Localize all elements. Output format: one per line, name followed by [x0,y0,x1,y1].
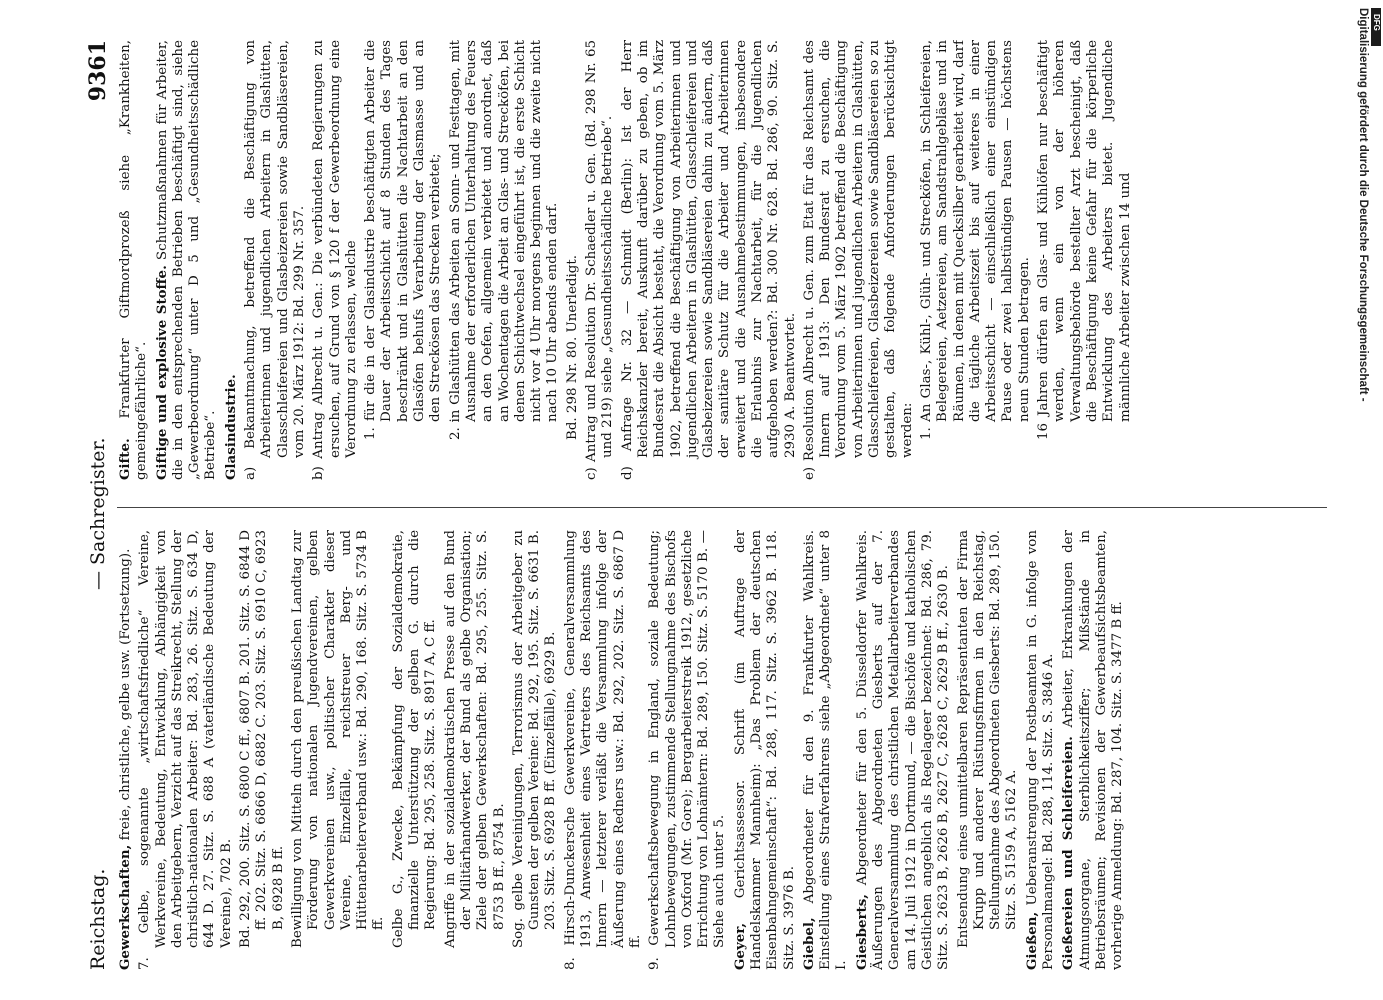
entry-text: 9. Gewerkschaftsbewegung in England, soziale Bedeutung; Lohnbewegungen, zustimmende Stellungnahme des Bischofs von Oxford (Mr. Gore); Bergarbeiterstreik 1912, gesetzliche Errichtung von Lohnämtern: Bd. 289, 150. Sitz. S. 5170 B. — Siehe auch unter 5. [647,530,728,970]
index-entry [802,40,916,480]
entry-text: Gerichtsassessor. Schrift (im Auftrage der Handelskammer Mannheim): „Das Problem der deutschen Eisenbahngemeinschaft“: Bd. 288, 117. Sitz. S. 3962 B. 118. Sitz. S. 3976 B. [732,530,797,970]
entry-keyword: Giftige und explosive Stoffe. [153,265,170,480]
entry-text: Angriffe in der sozialdemokratischen Presse auf den Bund der Militärhandwerker, der Bund als gelbe Organisation; Ziele der gelben Gewerkschaften: Bd. 295, 255. Sitz. S. 8753 B ff., 8754 B. [442,530,507,948]
page-number: 9361 [85,40,111,102]
entry-text: Gelbe G., Zwecke, Bekämpfung der Sozialdemokratie, finanzielle Unterstützung der gelben G. durch die Regierung: Bd. 295, 258. Sitz. S. 8917 A, C ff. [390,530,439,948]
entry-text: 16 Jahren dürfen an Glas- und Kühlöfen nur beschäftigt werden, wenn ein von der höheren Verwaltungsbehörde bestellter Arzt bescheinigt, daß die Beschäftigung keine Gefahr für die körperliche Entwicklung des Arbeiters bietet. Jugendliche männliche Arbeiter zwischen 14 und [1036,40,1133,440]
entry-keyword: Geyer, [731,923,748,970]
index-entry [443,530,508,970]
entry-text: Bd. 298 Nr. 80. Unerledigt. [564,255,580,440]
entry-text: d) Anfrage Nr. 32 — Schmidt (Berlin): Ist der Herr Reichskanzler bereit, Auskunft darüber zu geben, ob im Bundesrat die Absicht besteht, die Verordnung vom 5. März 1902, betreffend die Beschäftigung von Arbeiterinnen und jugendlichen Arbeitern in Glashütten, Glasschleifereien und Glasbeizereien sowie Sandbläsereien dahin zu ändern, daß der sanitäre Schutz für die Arbeiter und Arbeiterinnen erweitert und die Ausnahmebestimmungen, insbesondere die Erlaubnis zur Nachtarbeit, für die Jugendlichen aufgehoben werden?: Bd. 300 Nr. 628. Bd. 286, 90. Sitz. S. 2930 A. Beantwortet. [619,40,798,480]
index-entry [854,530,953,970]
entry-text: 7. Gelbe, sogenannte „wirtschaftsfriedliche“ Vereine, Werkvereine, Bedeutung, Entwicklung, Abhängigkeit von den Arbeitgebern, Verzicht auf das Streikrecht, Stellung der christlich-nationalen Arbeiter: Bd. 283, 26. Sitz. S. 634 D, 644 D. 27. Sitz. S. 688 A (vaterländische Bedeutung der Vereine), 702 B. [137,530,234,970]
entry-text: Abgeordneter für den 9. Frankfurter Wahlkreis. Einstellung eines Strafverfahrens siehe „Abgeordnete“ unter 8 I. [801,530,850,970]
entry-text: Arbeiter, Erkrankungen der Atmungsorgane, Sterblichkeitsziffer; Mißstände in Betriebsräumen; Revisionen der Gewerbeaufsichtsbeamten, vorherige Anmeldung: Bd. 287, 104. Sitz. S. 3477 B ff. [1061,530,1126,970]
entry-keyword: Gießereien und Schleifereien. [1060,736,1077,970]
index-entry [732,530,798,970]
entry-keyword: Glasindustrie. [222,374,239,480]
entry-text: a) Bekanntmachung, betreffend die Beschäftigung von Arbeiterinnen und jugendlichen Arbeitern in Glashütten, Glasschleifereien und Glasbeizereien sowie Sandbläsereien, vom 20. März 1912: Bd. 299 Nr. 357. [243,40,307,480]
index-entry [243,40,308,480]
left-column [117,530,1332,970]
entry-text: Entsendung eines unmittelbaren Repräsentanten der Firma Krupp und anderer Rüstungsfirmen in den Reichstag, Stellungnahme des Abgeordneten Giesberts: Bd. 289, 150. Sitz. S. 5159 A, 5162 A. [955,530,1020,948]
entry-text: b) Antrag Albrecht u. Gen.: Die verbündeten Regierungen zu ersuchen, auf Grund von § 120 f der Gewerbeordnung eine Verordnung zu erlassen, welche [311,40,359,480]
entry-text: freie, christliche, gelbe usw. (Fortsetzung). [118,548,133,841]
digitization-text: Digitalisierung gefördert durch die Deutsche Forschungsgemeinschaft - [1357,8,1369,402]
entry-text: 1. für die in der Glasindustrie beschäftigten Arbeiter die Dauer der Arbeitsschicht auf 8 Stunden des Tages beschränkt und in Glashütten die Nachtarbeit an den Glasöfen behufs Verarbeitung der Glasmasse und an den Streckösen das Strecken verbietet; [363,40,444,440]
index-entry [647,530,728,970]
index-entry [117,530,134,970]
index-entry [511,530,560,970]
index-entry [137,530,235,970]
entry-text: Bd. 292, 200. Sitz. S. 6800 C ff., 6807 B. 201. Sitz. S. 6844 D ff. 202. Sitz. S. 6866 D, 6882 C. 203. Sitz. S. 6910 C, 6923 B, 6928 B ff. [238,530,286,948]
entry-text: Sog. gelbe Vereinigungen, Terrorismus der Arbeitgeber zu Gunsten der gelben Vereine: Bd. 292, 195. Sitz. S. 6631 B. 203. Sitz. S. 6928 B ff. (Einzelfälle), 6929 B. [510,530,559,948]
entry-text: Bewilligung von Mitteln durch den preußischen Landtag zur Förderung von nationalen Jugendvereinen, gelben Gewerkvereinen usw., politischer Charakter dieser Vereine, Einzelfälle, reichstreuer Berg- und Hüttenarbeiterverband usw.: Bd. 290, 168. Sitz. S. 5734 B ff. [289,530,387,948]
index-entry [238,530,287,970]
page-header [75,40,115,970]
index-entry [223,40,240,480]
entry-keyword: Gewerkschaften, [117,844,133,970]
index-entry [956,530,1021,970]
index-entry [801,530,851,970]
index-entry [1060,530,1126,970]
column-divider [117,507,1327,508]
index-entry [565,40,581,480]
rotated-content [75,40,1340,970]
entry-keyword: Gießen, [1023,911,1040,970]
header-title: Reichstag. [87,868,109,970]
entry-text: 8. Hirsch-Dunckersche Gewerkvereine, Generalversammlung 1913, Anwesenheit eines Vertreters des Reichsamts des Innern — letzterer verläßt die Versammlung infolge der Äußerung eines Redners usw.: Bd. 292, 202. Sitz. S. 6867 D ff. [562,530,643,970]
index-entry [154,40,220,480]
index-entry [448,40,562,480]
entry-keyword: Gifte. [117,438,133,480]
entry-keyword: Giebel, [800,917,817,970]
index-entry [311,40,360,480]
entry-keyword: Giesberts, [853,894,870,970]
entry-text: Frankfurter Giftmordprozeß siehe „Krankheiten, gemeingefährliche“. [118,40,150,480]
entry-text: Abgeordneter für den 5. Düsseldorfer Wahlkreis. Äußerungen des Abgeordneten Giesberts auf der 7. Generalversammlung des christlichen Metallarbeiterverbandes am 14. Juli 1912 in Dortmund, — die Bischöfe und katholischen Geistlichen angeblich als Regelageer bezeichnet: Bd. 286, 79. Sitz. S. 2623 B, 2626 B, 2627 C, 2628 C, 2629 B ff., 2630 B. [854,530,952,970]
index-entry [290,530,388,970]
right-column [117,40,1332,480]
index-entry [919,40,1033,480]
entry-text: 1. An Glas-, Kühl-, Glüh- und Strecköfen, in Schleifereien, Belegereien, Aetzereien, am Sandstrahlgebläse und in Räumen, in denen mit Quecksilber gearbeitet wird, darf die tägliche Arbeitszeit bis auf weiteres in einer Arbeitsschicht — einschließlich einer einstündigen Pause oder zwei halbstündigen Pausen — höchstens neun Stunden betragen. [918,40,1032,440]
entry-text: 2. in Glashütten das Arbeiten an Sonn- und Festtagen, mit Ausnahme der erforderlichen Unterhaltung des Feuers an den Oefen, allgemein verbietet und anordnet, daß an Wochentagen die Arbeit an Glas- und Strecköfen, bei denen Schichtwechsel eingeführt ist, die erste Schicht nicht vor 4 Uhr morgens beginnen und die zweite nicht nach 10 Uhr abends enden darf. [447,40,561,440]
entry-text: c) Antrag und Resolution Dr. Schaedler u. Gen. (Bd. 298 Nr. 65 und 219) siehe „Gesundheitsschädliche Betriebe“. [584,40,616,480]
index-entry [391,530,440,970]
index-entry [1024,530,1058,970]
entry-text: Ueberanstrengung der Postbeamten in G. infolge von Personalmangel: Bd. 288, 114. Sitz. S. 3846 A. [1024,530,1057,970]
entry-text: e) Resolution Albrecht u. Gen. zum Etat für das Reichsamt des Innern auf 1913: Den Bundesrat zu ersuchen, die Verordnung vom 5. März 1902 betreffend die Beschäftigung von Arbeiterinnen und jugendlichen Arbeitern in Glashütten, Glasschleifereien, Glasbeizereien sowie Sandbläsereien so zu gestalten, daß folgende Anforderungen berücksichtigt werden: [801,40,915,480]
index-entry [363,40,444,480]
index-entry [117,40,151,480]
index-entry [620,40,799,480]
index-entry [563,530,644,970]
entry-text: Schutzmaßnahmen für Arbeiter, die in den entsprechenden Betrieben beschäftigt sind, siehe „Gewerbeordnung“ unter D 5 und „Gesundheitsschädliche Betriebe“. [154,40,219,480]
index-entry [1036,40,1134,480]
header-section: — Sachregister. [87,437,109,590]
dfg-logo: DFG [1371,8,1381,46]
index-entry [584,40,617,480]
digitization-notice [1343,8,1375,993]
